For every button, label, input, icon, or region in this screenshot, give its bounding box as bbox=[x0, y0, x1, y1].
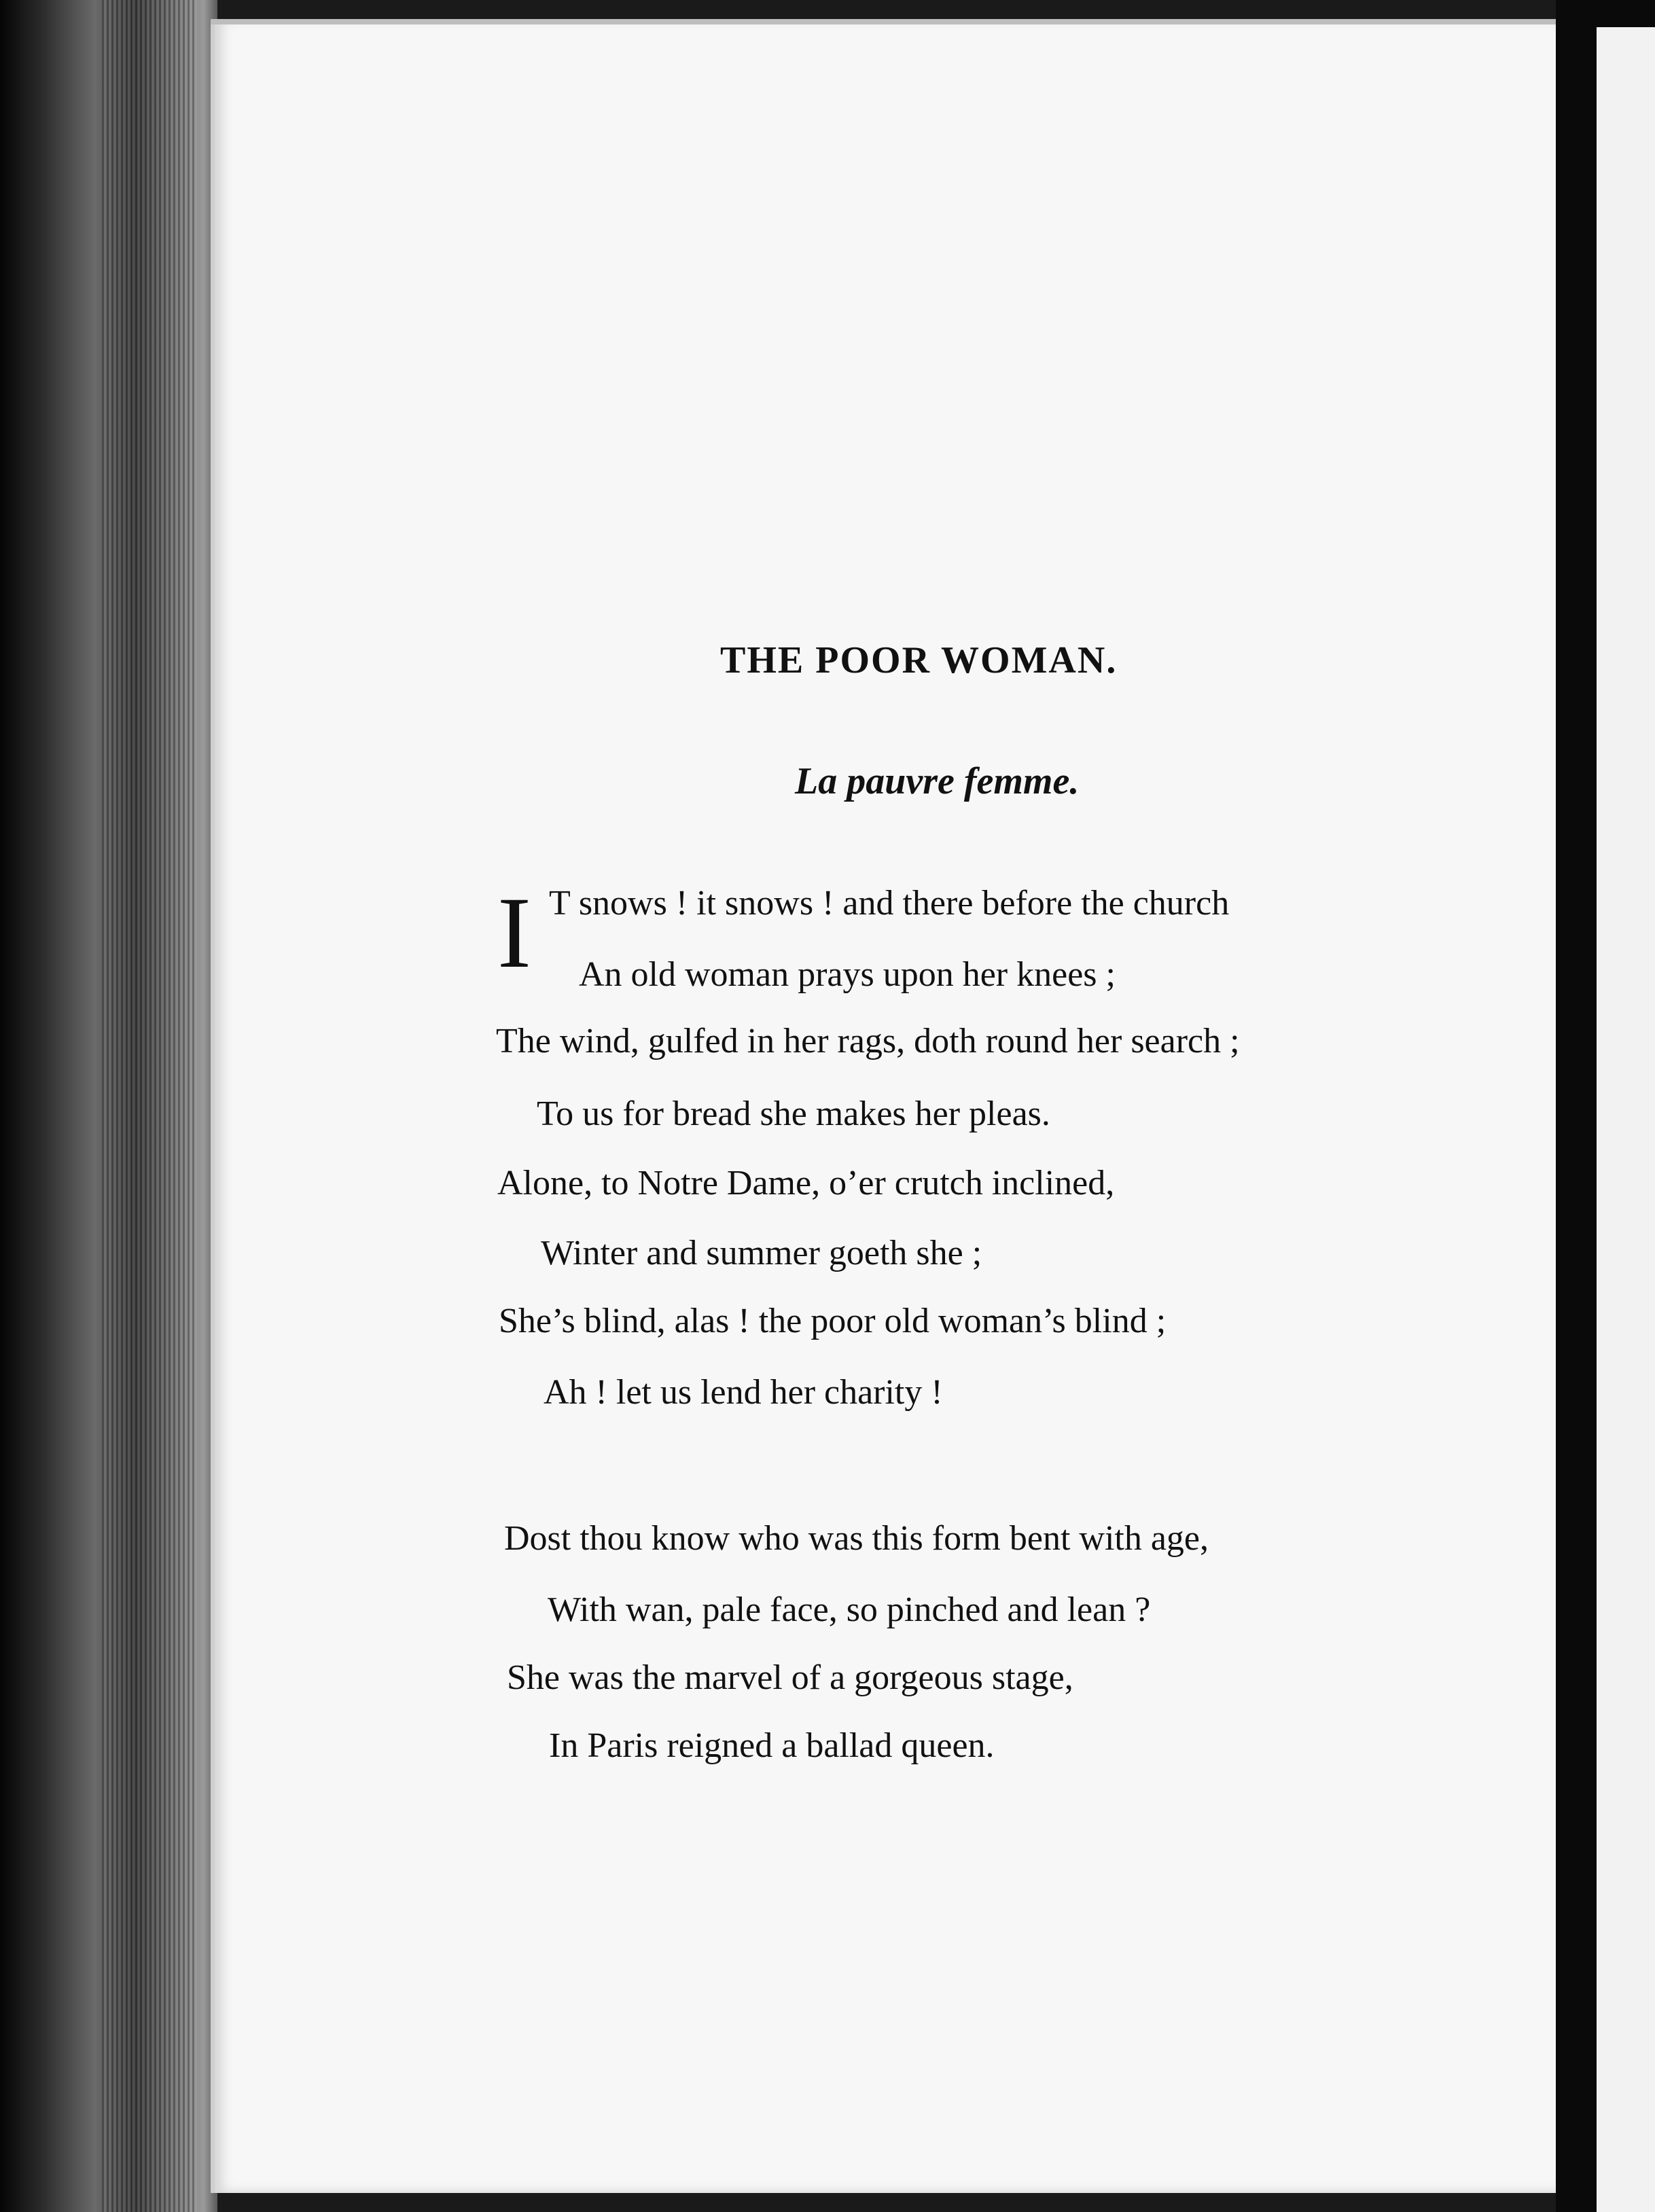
poem-line: Ah ! let us lend her charity ! bbox=[544, 1373, 943, 1412]
next-page-top-shadow bbox=[1597, 0, 1655, 27]
poem-line: She was the marvel of a gorgeous stage, bbox=[507, 1658, 1073, 1697]
next-page-sliver bbox=[1597, 27, 1655, 2212]
poem-line: With wan, pale face, so pinched and lean ? bbox=[548, 1590, 1151, 1629]
page-top-edge bbox=[211, 19, 1556, 24]
binding-texture bbox=[102, 0, 197, 2212]
poem-line: Alone, to Notre Dame, o’er crutch inclined, bbox=[497, 1164, 1115, 1202]
poem-subtitle: La pauvre femme. bbox=[795, 760, 1080, 802]
drop-cap: I bbox=[497, 876, 531, 989]
poem-line: She’s blind, alas ! the poor old woman’s blind ; bbox=[499, 1302, 1167, 1340]
poem-line: T snows ! it snows ! and there before the church bbox=[549, 884, 1230, 923]
poem-line: The wind, gulfed in her rags, doth round her search ; bbox=[496, 1022, 1240, 1060]
poem-line: An old woman prays upon her knees ; bbox=[579, 955, 1116, 994]
poem-line: Dost thou know who was this form bent with age, bbox=[504, 1519, 1209, 1558]
poem-line: To us for bread she makes her pleas. bbox=[537, 1094, 1050, 1133]
poem-line: In Paris reigned a ballad queen. bbox=[549, 1726, 995, 1765]
poem-line: Winter and summer goeth she ; bbox=[541, 1234, 982, 1272]
page-gutter bbox=[1556, 0, 1597, 2212]
poem-title: THE POOR WOMAN. bbox=[720, 639, 1118, 681]
